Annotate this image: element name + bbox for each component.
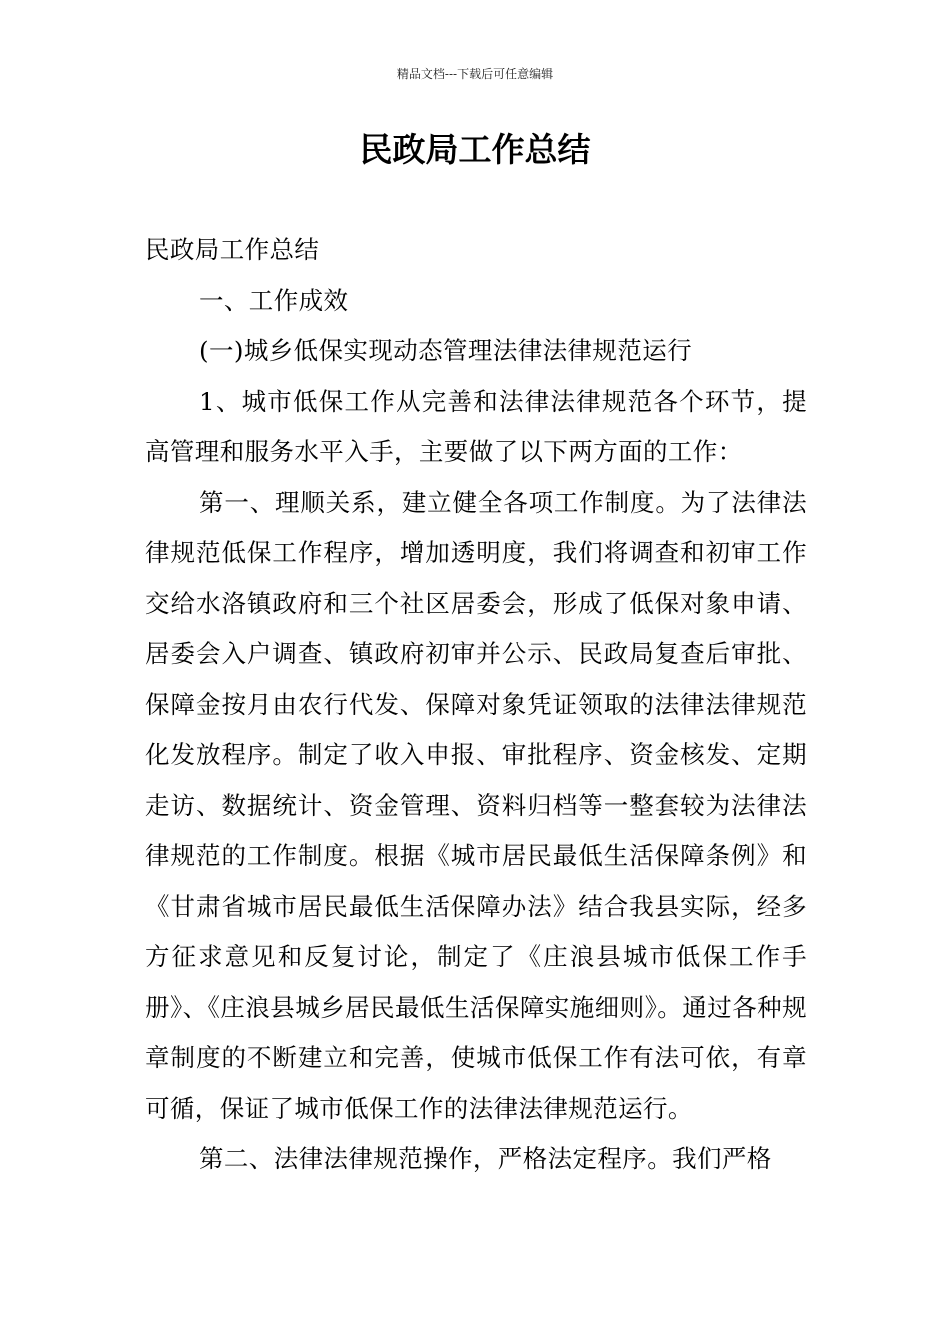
body-heading: 民政局工作总结	[145, 235, 320, 264]
paragraph: 第二、法律法律规范操作，严格法定程序。我们严格	[199, 1144, 772, 1173]
paragraph: 1、城市低保工作从完善和法律法律规范各个环节，提高管理和服务水平入手，主要做了以下两方面的工作：	[145, 386, 807, 466]
document-title: 民政局工作总结	[359, 130, 591, 169]
subsection-heading: (一)城乡低保实现动态管理法律法律规范运行	[199, 336, 693, 365]
page-header-note: 精品文档---下载后可任意编辑	[396, 67, 554, 81]
document-body	[145, 225, 807, 1185]
section-heading: 一、工作成效	[199, 285, 349, 315]
paragraph: 第一、理顺关系，建立健全各项工作制度。为了法律法律规范低保工作程序，增加透明度，我们将调查和初审工作交给水洛镇政府和三个社区居委会，形成了低保对象申请、居委会入户调查、镇政府初审并公示、民政局复查后审批、保障金按月由农行代发、保障对象凭证领取的法律法律规范化发放程序。制定了收入申报、审批程序、资金核发、定期走访、数据统计、资金管理、资料归档等一整套较为法律法律规范的工作制度。根据《城市居民最低生活保障条例》和《甘肃省城市居民最低生活保障办法》结合我县实际，经多方征求意见和反复讨论，制定了《庄浪县城市低保工作手册》、《庄浪县城乡居民最低生活保障实施细则》。通过各种规章制度的不断建立和完善，使城市低保工作有法可依，有章可循，保证了城市低保工作的法律法律规范运行。	[145, 487, 807, 1123]
